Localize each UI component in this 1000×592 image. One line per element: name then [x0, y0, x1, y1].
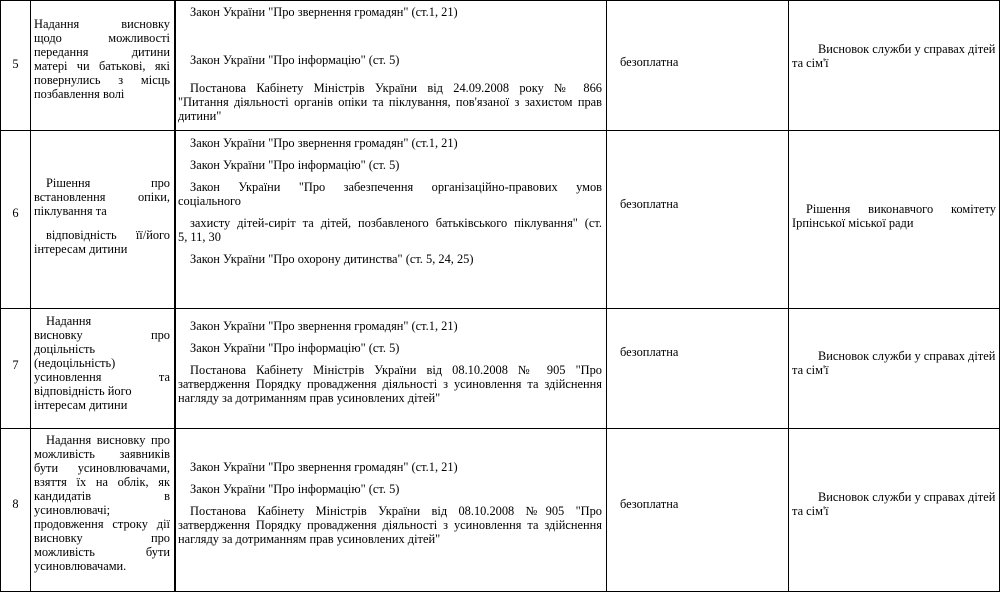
service-line: відповідність її/його [46, 228, 170, 242]
result [792, 490, 996, 518]
service-name [34, 17, 170, 101]
service-line: щодо можливості [34, 31, 170, 45]
law-line: затвердження Порядку провадження діяльності з усиновлення та здійснення [178, 377, 602, 391]
law-line: Закон України "Про охорону дитинства" (ст. 5, 24, 25) [190, 252, 474, 266]
service-line: усиновлювачами. [34, 559, 127, 573]
cost: безоплатна [620, 197, 679, 211]
result [792, 42, 996, 70]
row-divider [0, 428, 1000, 429]
service-line: доцільність [34, 342, 96, 356]
service-line: Надання [46, 314, 92, 328]
row-number: 8 [12, 497, 19, 511]
result-line: та сім'ї [792, 56, 829, 70]
result-line: Ірпінської міської ради [792, 216, 914, 230]
service-name [34, 433, 170, 573]
service-line: піклування та [34, 204, 107, 218]
service-line: можливість заявників [34, 447, 170, 461]
law-line: "Питання діяльності органів опіки та піклування, пов'язаної з захистом прав [178, 95, 602, 109]
cost: безоплатна [620, 55, 679, 69]
law-line: Постанова Кабінету Міністрів України від 08.10.2008 № 905 "Про [190, 363, 602, 377]
service-line: матері чи батькові, які [34, 59, 170, 73]
row-divider [0, 130, 1000, 131]
law-line: Закон України "Про інформацію" (ст. 5) [190, 158, 400, 172]
service-line: висновку про [34, 328, 170, 342]
law-line: Постанова Кабінету Міністрів України від 24.09.2008 року № 866 [190, 81, 602, 95]
result-line: Висновок служби у справах дітей [818, 349, 996, 363]
legal-basis [178, 136, 602, 266]
service-line: позбавлення волі [34, 87, 125, 101]
legal-basis [178, 319, 602, 405]
result-line: та сім'ї [792, 504, 829, 518]
service-line: висновку про [34, 531, 170, 545]
law-line: затвердження Порядку провадження діяльності з усиновлення та здійснення [178, 518, 602, 532]
row-number: 6 [12, 206, 19, 220]
law-line: Закон України "Про звернення громадян" (ст.1, 21) [190, 5, 458, 19]
service-line: інтересам дитини [34, 242, 128, 256]
law-line: нагляду за дотриманням прав усиновлених дітей" [178, 391, 441, 405]
law-line: Закон України "Про інформацію" (ст. 5) [190, 482, 400, 496]
service-line: усиновлення та [34, 370, 170, 384]
service-name [34, 314, 170, 412]
service-line: відповідність його [34, 384, 132, 398]
result-line: та сім'ї [792, 363, 829, 377]
column-divider [174, 0, 176, 592]
result [792, 349, 996, 377]
column-divider [788, 0, 789, 592]
law-line: соціального [178, 194, 242, 208]
row-number: 5 [12, 57, 19, 71]
service-name [34, 176, 170, 256]
service-line: Надання висновку про [46, 433, 170, 447]
row-divider [0, 308, 1000, 309]
service-line: (недоцільність) [34, 356, 116, 370]
legal-basis [178, 5, 602, 123]
column-divider [30, 0, 31, 592]
law-line: Закон України "Про звернення громадян" (ст.1, 21) [190, 136, 458, 150]
law-line: Закон України "Про забезпечення організаційно-правових умов [190, 180, 602, 194]
service-line: усиновлювачі; [34, 503, 111, 517]
cost: безоплатна [620, 497, 679, 511]
service-line: інтересам дитини [34, 398, 128, 412]
result-line: Висновок служби у справах дітей [818, 42, 996, 56]
service-line: кандидатів в [34, 489, 170, 503]
result [792, 202, 996, 230]
law-line: Закон України "Про інформацію" (ст. 5) [190, 341, 400, 355]
law-line: Закон України "Про інформацію" (ст. 5) [190, 53, 400, 67]
row-number: 7 [12, 358, 19, 372]
row-divider [0, 0, 1000, 1]
law-line: 5, 11, 30 [178, 230, 221, 244]
service-line: Рішення про [46, 176, 170, 190]
law-line: Постанова Кабінету Міністрів України від 08.10.2008 №905 "Про [190, 504, 602, 518]
service-line: Надання висновку [34, 17, 170, 31]
service-line: встановлення опіки, [34, 190, 170, 204]
law-line: Закон України "Про звернення громадян" (ст.1, 21) [190, 460, 458, 474]
service-line: повернулись з місць [34, 73, 170, 87]
law-line: дитини" [178, 109, 222, 123]
service-line: взяття їх на облік, як [34, 475, 170, 489]
law-line: нагляду за дотриманням прав усиновлених дітей" [178, 532, 441, 546]
law-line: захисту дітей-сиріт та дітей, позбавленого батьківського піклування" (ст. [190, 216, 602, 230]
service-line: можливість бути [34, 545, 170, 559]
law-line: Закон України "Про звернення громадян" (ст.1, 21) [190, 319, 458, 333]
service-line: бути усиновлювачами, [34, 461, 170, 475]
service-line: передання дитини [34, 45, 170, 59]
result-line: Висновок служби у справах дітей [818, 490, 996, 504]
service-line: продовження строку дії [34, 517, 170, 531]
result-line: Рішення виконавчого комітету [806, 202, 996, 216]
legal-basis [178, 460, 602, 546]
column-divider [606, 0, 607, 592]
cost: безоплатна [620, 345, 679, 359]
